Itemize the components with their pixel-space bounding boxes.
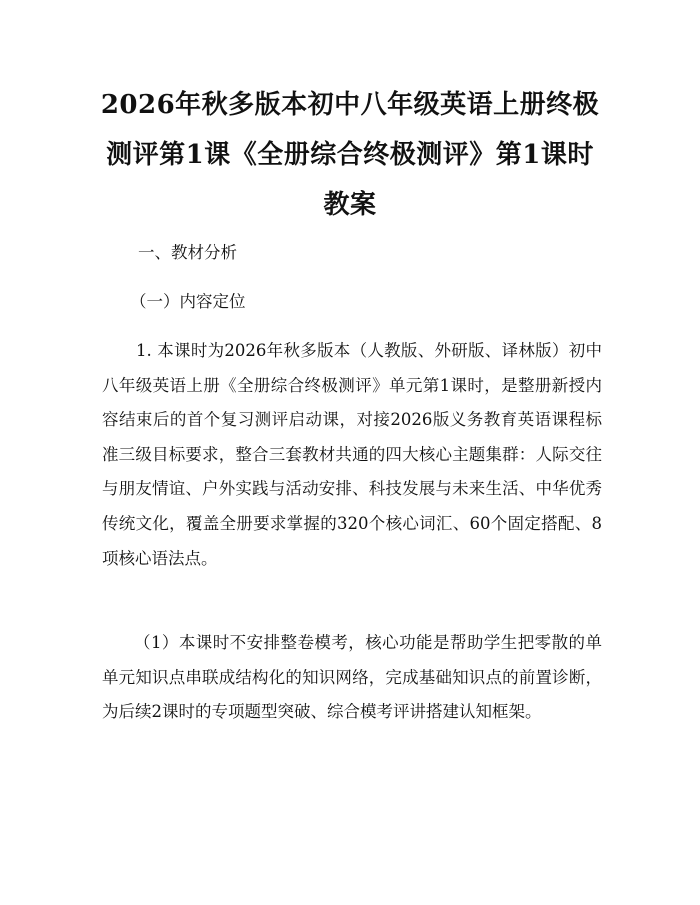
subsection-heading: （一）内容定位 (130, 292, 246, 311)
paragraph-content-positioning: 1. 本课时为2026年秋多版本（人教版、外研版、译林版）初中八年级英语上册《全册综合终极测评》单元第1课时，是整册新授内容结束后的首个复习测评启动课，对接2026版义务教育英语课程标准三级目标要求，整合三套教材共通的四大核心主题集群：人际交往与朋友情谊、户外实践与活动安排、科技发展与未来生活、中华优秀传统文化，覆盖全册要求掌握的320个核心词汇、60个固定搭配、8项核心语法点。 (102, 341, 602, 568)
document-title: 2026年秋多版本初中八年级英语上册终极测评第1课《全册综合终极测评》第1课时教案 (100, 90, 600, 220)
section-heading: 一、教材分析 (138, 243, 237, 262)
paragraph-lesson-function: （1）本课时不安排整卷模考，核心功能是帮助学生把零散的单单元知识点串联成结构化的知识网络，完成基础知识点的前置诊断，为后续2课时的专项题型突破、综合模考评讲搭建认知框架。 (102, 633, 602, 722)
